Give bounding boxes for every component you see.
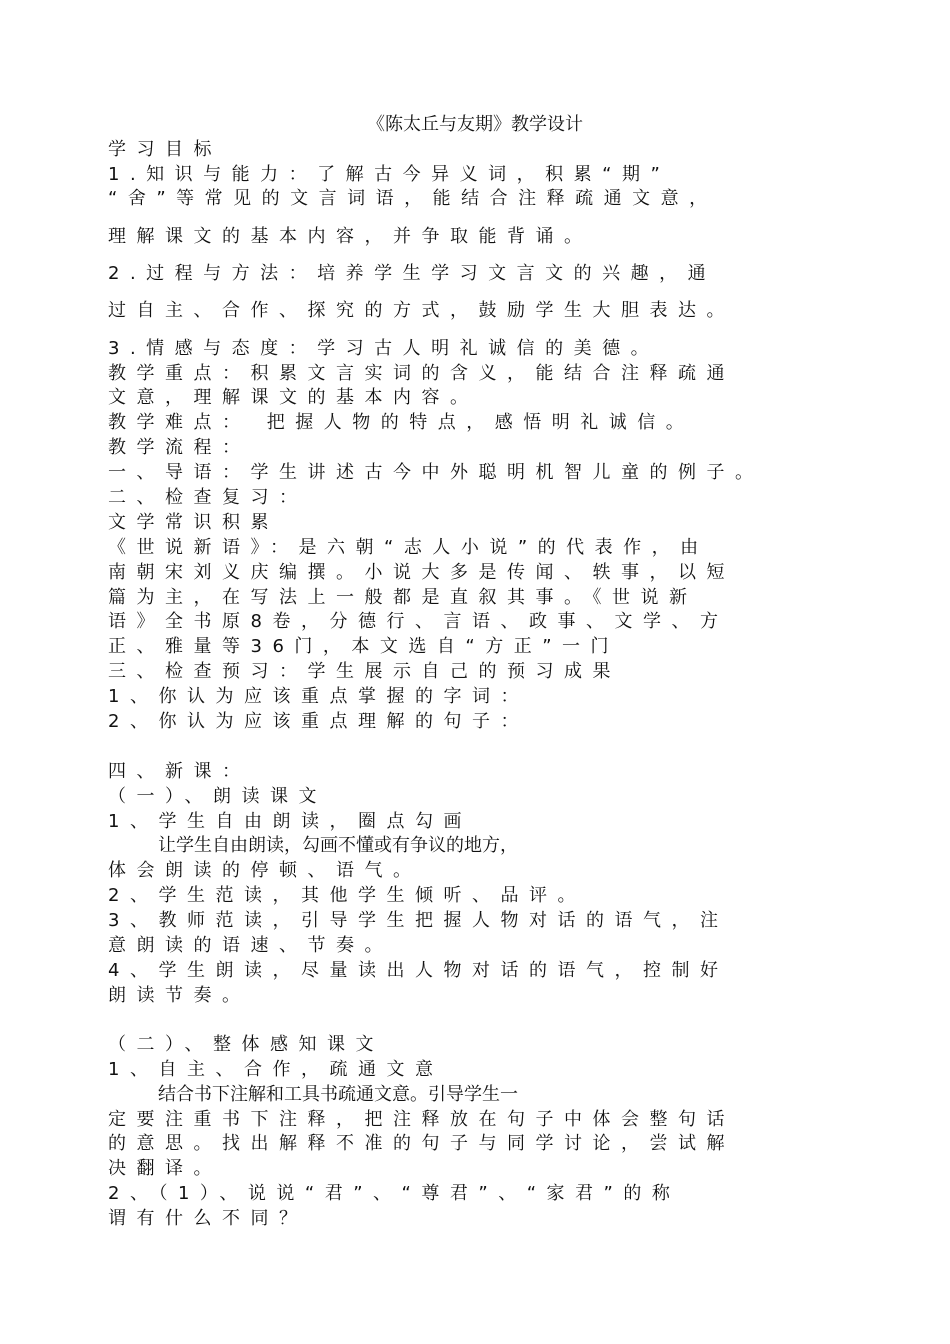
text-line: 1、自主、合作，疏通文意 <box>108 1059 444 1080</box>
text-line: 文意，理解课文的基本内容。 <box>108 387 479 408</box>
text-line: “舍”等常见的文言词语，能结合注释疏通文意， <box>108 188 718 209</box>
text-line: 体会朗读的停顿、语气。 <box>108 860 422 881</box>
text-line: （二）、整体感知课文 <box>108 1034 384 1055</box>
text-line: 过自主、合作、探究的方式，鼓励学生大胆表达。 <box>108 300 735 321</box>
text-line: （一）、朗读课文 <box>108 786 327 807</box>
text-line: 四、新课： <box>108 761 251 782</box>
text-line: 《世说新语》：是六朝“志人小说”的代表作，由 <box>108 537 709 558</box>
text-line: 文学常识积累 <box>108 512 279 533</box>
text-line: 2、你认为应该重点理解的句子： <box>108 711 529 732</box>
text-line: 2.过程与方法：培养学生学习文言文的兴趣，通 <box>108 263 717 284</box>
text-line: 教学重点：积累文言实词的含义，能结合注释疏通 <box>108 363 735 384</box>
text-line: 1.知识与能力：了解古今异义词，积累“期” <box>108 164 671 185</box>
text-line: 2、（1）、说说“君”、“尊君”、“家君”的称 <box>108 1183 681 1204</box>
text-line: 教学流程： <box>108 437 251 458</box>
text-line: 理解课文的基本内容，并争取能背诵。 <box>108 226 593 247</box>
text-line: 的意思。找出解释不准的句子与同学讨论，尝试解 <box>108 1133 735 1154</box>
text-line: 学习目标 <box>108 139 222 160</box>
text-line: 4、学生朗读，尽量读出人物对话的语气，控制好 <box>108 960 729 981</box>
text-line: 1、学生自由朗读，圈点勾画 <box>108 811 472 832</box>
text-line: 三、检查预习：学生展示自己的预习成果 <box>108 661 621 682</box>
text-line: 3、教师范读，引导学生把握人物对话的语气，注 <box>108 910 729 931</box>
text-line: 朗读节奏。 <box>108 985 251 1006</box>
text-line: 正、雅量等36门，本文选自“方正”一门 <box>108 636 620 657</box>
text-line: 一、导语：学生讲述古今中外聪明机智儿童的例子。 <box>108 462 764 483</box>
text-line: 意朗读的语速、节奏。 <box>108 935 393 956</box>
text-line: 结合书下注解和工具书疏通文意。引导学生一 <box>158 1084 518 1105</box>
text-line: 南朝宋刘义庆编撰。小说大多是传闻、轶事，以短 <box>108 562 735 583</box>
text-line: 定要注重书下注释，把注释放在句子中体会整句话 <box>108 1109 735 1130</box>
text-line: 决翻译。 <box>108 1158 222 1179</box>
text-line: 谓有什么不同？ <box>108 1208 308 1229</box>
document-title: 《陈太丘与友期》教学设计 <box>367 114 583 135</box>
text-line: 1、你认为应该重点掌握的字词： <box>108 686 529 707</box>
text-line: 2、学生范读，其他学生倾听、品评。 <box>108 885 586 906</box>
text-line: 让学生自由朗读，勾画不懂或有争议的地方， <box>158 835 518 856</box>
text-line: 语》全书原8卷，分德行、言语、政事、文学、方 <box>108 611 729 632</box>
text-line: 二、检查复习： <box>108 487 308 508</box>
text-line: 篇为主，在写法上一般都是直叙其事。《世说新 <box>108 587 698 608</box>
text-line: 3.情感与态度：学习古人明礼诚信的美德。 <box>108 338 660 359</box>
text-line: 教学难点： 把握人物的特点，感悟明礼诚信。 <box>108 412 695 433</box>
